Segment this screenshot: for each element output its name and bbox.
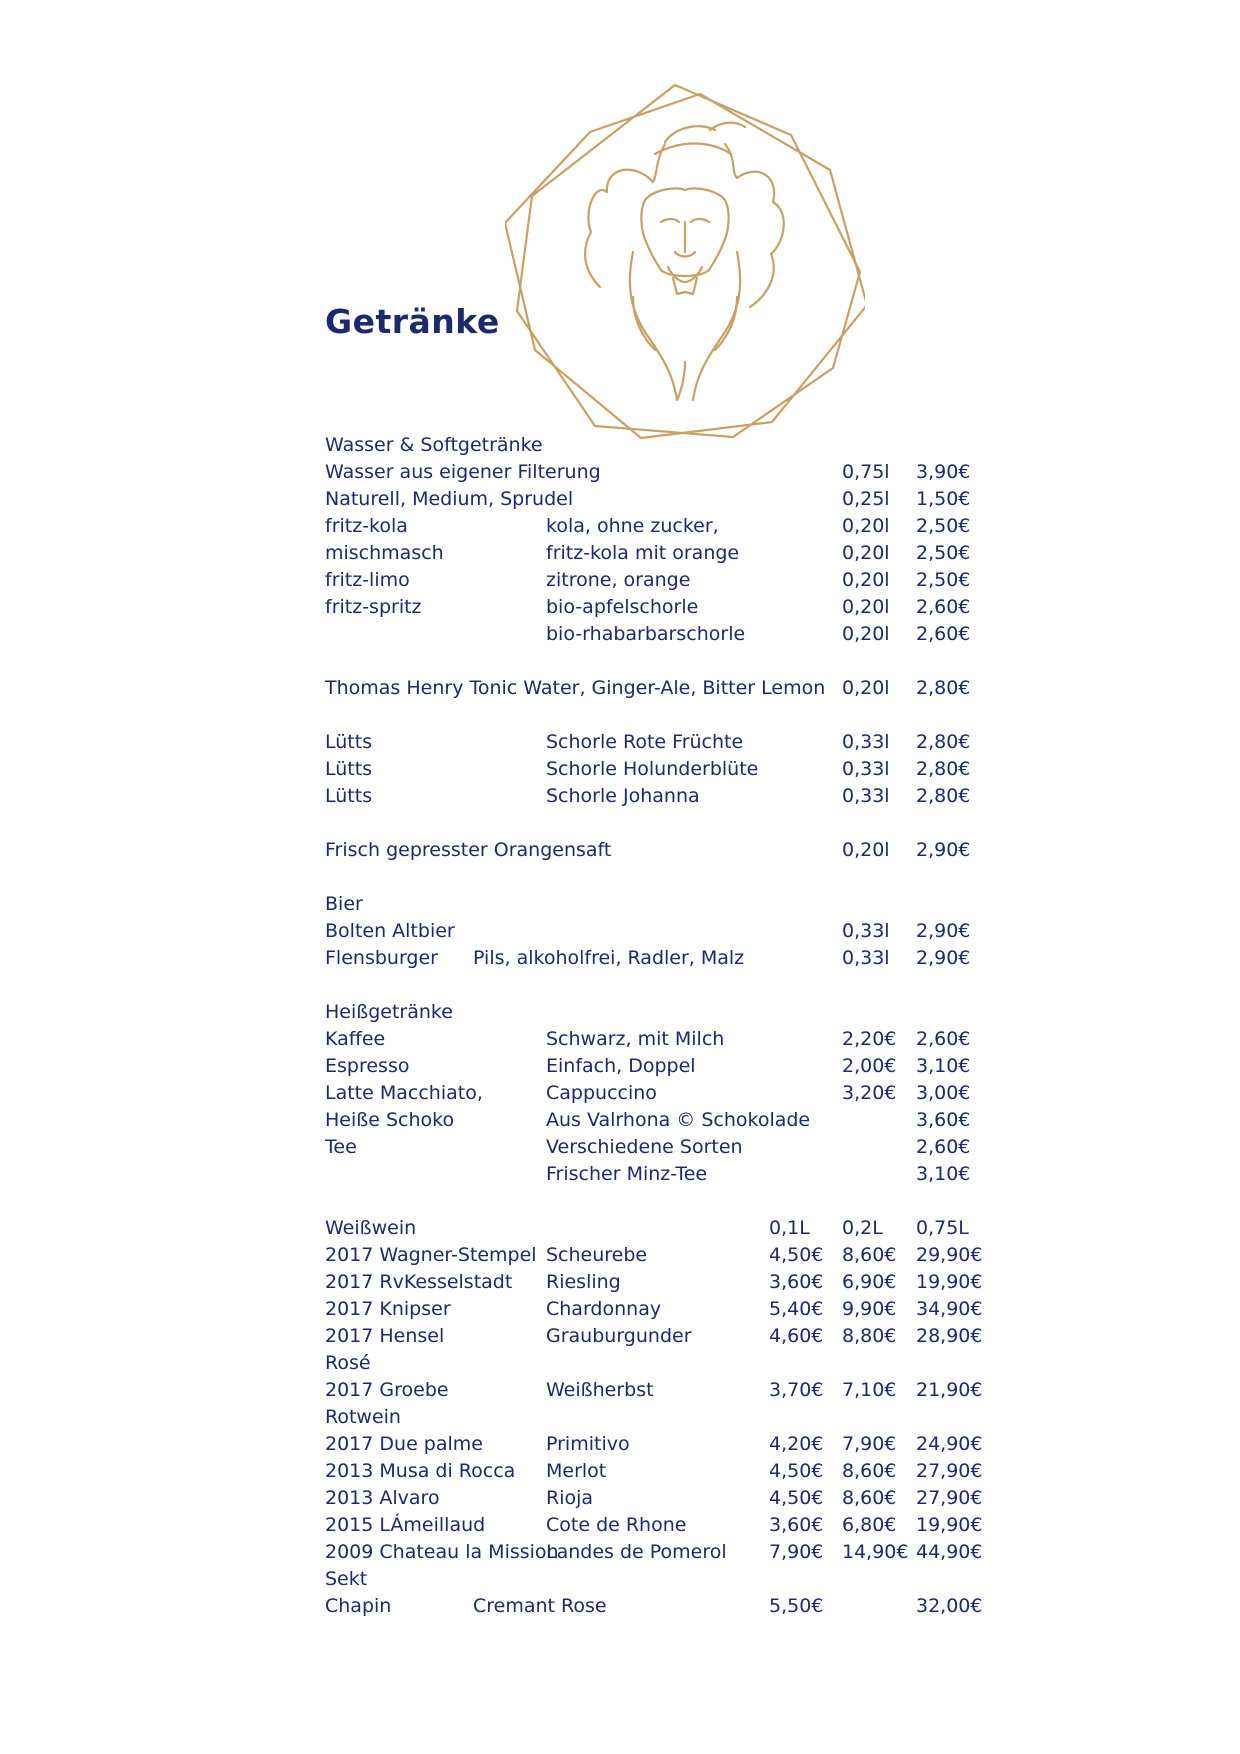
item-name: Bolten Altbier bbox=[325, 920, 455, 942]
item-name: 2009 Chateau la Mission bbox=[325, 1541, 559, 1563]
price-col-1: 0,1L bbox=[769, 1217, 810, 1239]
item-name: mischmasch bbox=[325, 542, 444, 564]
menu-item-row bbox=[325, 459, 1005, 486]
menu-item-row bbox=[325, 1458, 1005, 1485]
item-name: 2013 Alvaro bbox=[325, 1487, 440, 1509]
price-col-1: 3,60€ bbox=[769, 1514, 824, 1536]
price-col-3: 19,90€ bbox=[916, 1271, 983, 1293]
price-col-3: 34,90€ bbox=[916, 1298, 983, 1320]
item-name: 2017 Due palme bbox=[325, 1433, 483, 1455]
price-col-3: 2,80€ bbox=[916, 677, 971, 699]
menu-item-row bbox=[325, 1512, 1005, 1539]
price-col-2: 7,10€ bbox=[842, 1379, 897, 1401]
price-col-3: 19,90€ bbox=[916, 1514, 983, 1536]
item-description: bio-apfelschorle bbox=[546, 596, 699, 618]
price-col-2: 9,90€ bbox=[842, 1298, 897, 1320]
section-title: Wasser & Softgetränke bbox=[325, 434, 543, 456]
menu-item-row bbox=[325, 1026, 1005, 1053]
item-description: Scheurebe bbox=[546, 1244, 648, 1266]
item-description: Primitivo bbox=[546, 1433, 630, 1455]
price-col-2: 8,60€ bbox=[842, 1460, 897, 1482]
item-description: Einfach, Doppel bbox=[546, 1055, 696, 1077]
page-title: Getränke bbox=[325, 302, 500, 341]
item-name: 2017 Wagner-Stempel bbox=[325, 1244, 537, 1266]
item-name: 2017 Hensel bbox=[325, 1325, 445, 1347]
item-description: Aus Valrhona © Schokolade bbox=[546, 1109, 811, 1131]
item-name: Latte Macchiato, bbox=[325, 1082, 483, 1104]
menu-item-row bbox=[325, 1323, 1005, 1350]
lion-hexagon-logo-icon bbox=[505, 82, 865, 452]
price-col-3: 1,50€ bbox=[916, 488, 971, 510]
price-col-2: 0,33l bbox=[842, 731, 890, 753]
menu-item-row bbox=[325, 756, 1005, 783]
price-col-2: 0,25l bbox=[842, 488, 890, 510]
price-col-2: 2,00€ bbox=[842, 1055, 897, 1077]
price-col-3: 2,50€ bbox=[916, 542, 971, 564]
price-col-3: 2,60€ bbox=[916, 596, 971, 618]
price-col-3: 3,00€ bbox=[916, 1082, 971, 1104]
price-col-2: 3,20€ bbox=[842, 1082, 897, 1104]
menu-item-row bbox=[325, 1053, 1005, 1080]
price-col-2: 0,20l bbox=[842, 596, 890, 618]
price-col-3: 2,80€ bbox=[916, 758, 971, 780]
price-col-2: 0,20l bbox=[842, 677, 890, 699]
price-col-2: 8,80€ bbox=[842, 1325, 897, 1347]
menu-spacer bbox=[325, 648, 1005, 675]
price-col-2: 6,80€ bbox=[842, 1514, 897, 1536]
price-col-3: 2,50€ bbox=[916, 515, 971, 537]
menu-item-row bbox=[325, 783, 1005, 810]
price-col-3: 27,90€ bbox=[916, 1487, 983, 1509]
item-name: fritz-spritz bbox=[325, 596, 422, 618]
item-description: Merlot bbox=[546, 1460, 607, 1482]
menu-item-row bbox=[325, 1215, 1005, 1242]
price-col-2: 14,90€ bbox=[842, 1541, 909, 1563]
item-name: Lütts bbox=[325, 758, 373, 780]
menu-section-heading bbox=[325, 1404, 1005, 1431]
item-description: bio-rhabarbarschorle bbox=[546, 623, 746, 645]
price-col-2: 8,60€ bbox=[842, 1244, 897, 1266]
menu-item-row bbox=[325, 1134, 1005, 1161]
item-description: Schorle Holunderblüte bbox=[546, 758, 759, 780]
item-name: 2017 RvKesselstadt bbox=[325, 1271, 513, 1293]
item-description: Frischer Minz-Tee bbox=[546, 1163, 708, 1185]
menu-item-row bbox=[325, 1107, 1005, 1134]
item-description: Verschiedene Sorten bbox=[546, 1136, 743, 1158]
item-name: 2017 Knipser bbox=[325, 1298, 451, 1320]
price-col-3: 2,90€ bbox=[916, 839, 971, 861]
item-name: fritz-kola bbox=[325, 515, 408, 537]
price-col-2: 0,33l bbox=[842, 758, 890, 780]
price-col-1: 4,20€ bbox=[769, 1433, 824, 1455]
item-name: Weißwein bbox=[325, 1217, 417, 1239]
price-col-3: 24,90€ bbox=[916, 1433, 983, 1455]
item-description: Riesling bbox=[546, 1271, 621, 1293]
price-col-1: 7,90€ bbox=[769, 1541, 824, 1563]
menu-section-heading bbox=[325, 999, 1005, 1026]
item-name: 2015 LÁmeillaud bbox=[325, 1514, 486, 1536]
menu-item-row bbox=[325, 1269, 1005, 1296]
price-col-1: 4,50€ bbox=[769, 1460, 824, 1482]
menu-item-row bbox=[325, 567, 1005, 594]
item-description: kola, ohne zucker, bbox=[546, 515, 719, 537]
item-name: Espresso bbox=[325, 1055, 410, 1077]
price-col-3: 2,60€ bbox=[916, 1028, 971, 1050]
price-col-3: 2,80€ bbox=[916, 731, 971, 753]
menu-item-row bbox=[325, 513, 1005, 540]
item-description: Schorle Rote Früchte bbox=[546, 731, 744, 753]
item-name: Heiße Schoko bbox=[325, 1109, 455, 1131]
item-description: zitrone, orange bbox=[546, 569, 691, 591]
price-col-3: 2,60€ bbox=[916, 1136, 971, 1158]
menu-item-row bbox=[325, 1080, 1005, 1107]
item-description: Landes de Pomerol bbox=[546, 1541, 727, 1563]
item-name: fritz-limo bbox=[325, 569, 410, 591]
price-col-2: 0,20l bbox=[842, 839, 890, 861]
item-name: Lütts bbox=[325, 731, 373, 753]
menu-section-heading bbox=[325, 891, 1005, 918]
price-col-3: 2,80€ bbox=[916, 785, 971, 807]
menu-item-row bbox=[325, 1431, 1005, 1458]
price-col-2: 0,20l bbox=[842, 623, 890, 645]
price-col-3: 3,60€ bbox=[916, 1109, 971, 1131]
item-description: Cremant Rose bbox=[473, 1595, 607, 1617]
menu-item-row bbox=[325, 1377, 1005, 1404]
menu-spacer bbox=[325, 810, 1005, 837]
item-name: Wasser aus eigener Filterung bbox=[325, 461, 601, 483]
price-col-1: 5,50€ bbox=[769, 1595, 824, 1617]
section-title: Rotwein bbox=[325, 1406, 401, 1428]
price-col-1: 4,60€ bbox=[769, 1325, 824, 1347]
price-col-3: 44,90€ bbox=[916, 1541, 983, 1563]
price-col-2: 7,90€ bbox=[842, 1433, 897, 1455]
menu-item-row bbox=[325, 1539, 1005, 1566]
menu-item-row bbox=[325, 1593, 1005, 1620]
item-name: Kaffee bbox=[325, 1028, 386, 1050]
item-name: Chapin bbox=[325, 1595, 392, 1617]
price-col-3: 28,90€ bbox=[916, 1325, 983, 1347]
price-col-2: 0,33l bbox=[842, 947, 890, 969]
price-col-3: 3,10€ bbox=[916, 1055, 971, 1077]
price-col-2: 8,60€ bbox=[842, 1487, 897, 1509]
price-col-3: 2,90€ bbox=[916, 947, 971, 969]
item-description: Cappuccino bbox=[546, 1082, 657, 1104]
price-col-1: 5,40€ bbox=[769, 1298, 824, 1320]
item-description: Grauburgunder bbox=[546, 1325, 692, 1347]
menu-item-row bbox=[325, 918, 1005, 945]
item-description: Pils, alkoholfrei, Radler, Malz bbox=[473, 947, 745, 969]
price-col-2: 0,20l bbox=[842, 542, 890, 564]
menu-item-row bbox=[325, 1242, 1005, 1269]
item-name: Tee bbox=[325, 1136, 357, 1158]
menu-item-row bbox=[325, 675, 1005, 702]
drinks-menu bbox=[325, 432, 1005, 1620]
price-col-2: 0,33l bbox=[842, 920, 890, 942]
section-title: Bier bbox=[325, 893, 363, 915]
menu-section-heading bbox=[325, 1350, 1005, 1377]
menu-spacer bbox=[325, 702, 1005, 729]
price-col-2: 0,75l bbox=[842, 461, 890, 483]
menu-item-row bbox=[325, 594, 1005, 621]
menu-item-row bbox=[325, 945, 1005, 972]
menu-item-row bbox=[325, 837, 1005, 864]
menu-item-row bbox=[325, 729, 1005, 756]
menu-spacer bbox=[325, 1188, 1005, 1215]
menu-item-row bbox=[325, 486, 1005, 513]
item-name: 2017 Groebe bbox=[325, 1379, 449, 1401]
section-title: Rosé bbox=[325, 1352, 371, 1374]
menu-item-row bbox=[325, 1485, 1005, 1512]
item-description: Schwarz, mit Milch bbox=[546, 1028, 725, 1050]
item-name: 2013 Musa di Rocca bbox=[325, 1460, 516, 1482]
price-col-3: 3,90€ bbox=[916, 461, 971, 483]
section-title: Heißgetränke bbox=[325, 1001, 453, 1023]
price-col-3: 2,60€ bbox=[916, 623, 971, 645]
item-description: Cote de Rhone bbox=[546, 1514, 687, 1536]
price-col-3: 2,90€ bbox=[916, 920, 971, 942]
price-col-3: 3,10€ bbox=[916, 1163, 971, 1185]
item-description: Schorle Johanna bbox=[546, 785, 700, 807]
item-name: Lütts bbox=[325, 785, 373, 807]
menu-item-row bbox=[325, 1161, 1005, 1188]
item-name: Flensburger bbox=[325, 947, 438, 969]
section-title: Sekt bbox=[325, 1568, 368, 1590]
menu-item-row bbox=[325, 1296, 1005, 1323]
price-col-3: 32,00€ bbox=[916, 1595, 983, 1617]
item-name: Naturell, Medium, Sprudel bbox=[325, 488, 574, 510]
price-col-1: 4,50€ bbox=[769, 1244, 824, 1266]
menu-spacer bbox=[325, 864, 1005, 891]
price-col-2: 0,20l bbox=[842, 569, 890, 591]
price-col-1: 3,60€ bbox=[769, 1271, 824, 1293]
price-col-2: 0,2L bbox=[842, 1217, 883, 1239]
menu-item-row bbox=[325, 540, 1005, 567]
item-description: Weißherbst bbox=[546, 1379, 654, 1401]
item-description: Rioja bbox=[546, 1487, 594, 1509]
price-col-3: 27,90€ bbox=[916, 1460, 983, 1482]
menu-section-heading bbox=[325, 1566, 1005, 1593]
menu-section-heading bbox=[325, 432, 1005, 459]
price-col-2: 6,90€ bbox=[842, 1271, 897, 1293]
price-col-3: 0,75L bbox=[916, 1217, 969, 1239]
price-col-3: 29,90€ bbox=[916, 1244, 983, 1266]
price-col-1: 3,70€ bbox=[769, 1379, 824, 1401]
menu-item-row bbox=[325, 621, 1005, 648]
price-col-3: 21,90€ bbox=[916, 1379, 983, 1401]
price-col-2: 0,20l bbox=[842, 515, 890, 537]
item-name: Frisch gepresster Orangensaft bbox=[325, 839, 612, 861]
price-col-2: 2,20€ bbox=[842, 1028, 897, 1050]
item-name: Thomas Henry Tonic Water, Ginger-Ale, Bitter Lemon bbox=[325, 677, 826, 699]
menu-spacer bbox=[325, 972, 1005, 999]
price-col-1: 4,50€ bbox=[769, 1487, 824, 1509]
price-col-2: 0,33l bbox=[842, 785, 890, 807]
item-description: fritz-kola mit orange bbox=[546, 542, 740, 564]
price-col-3: 2,50€ bbox=[916, 569, 971, 591]
item-description: Chardonnay bbox=[546, 1298, 662, 1320]
